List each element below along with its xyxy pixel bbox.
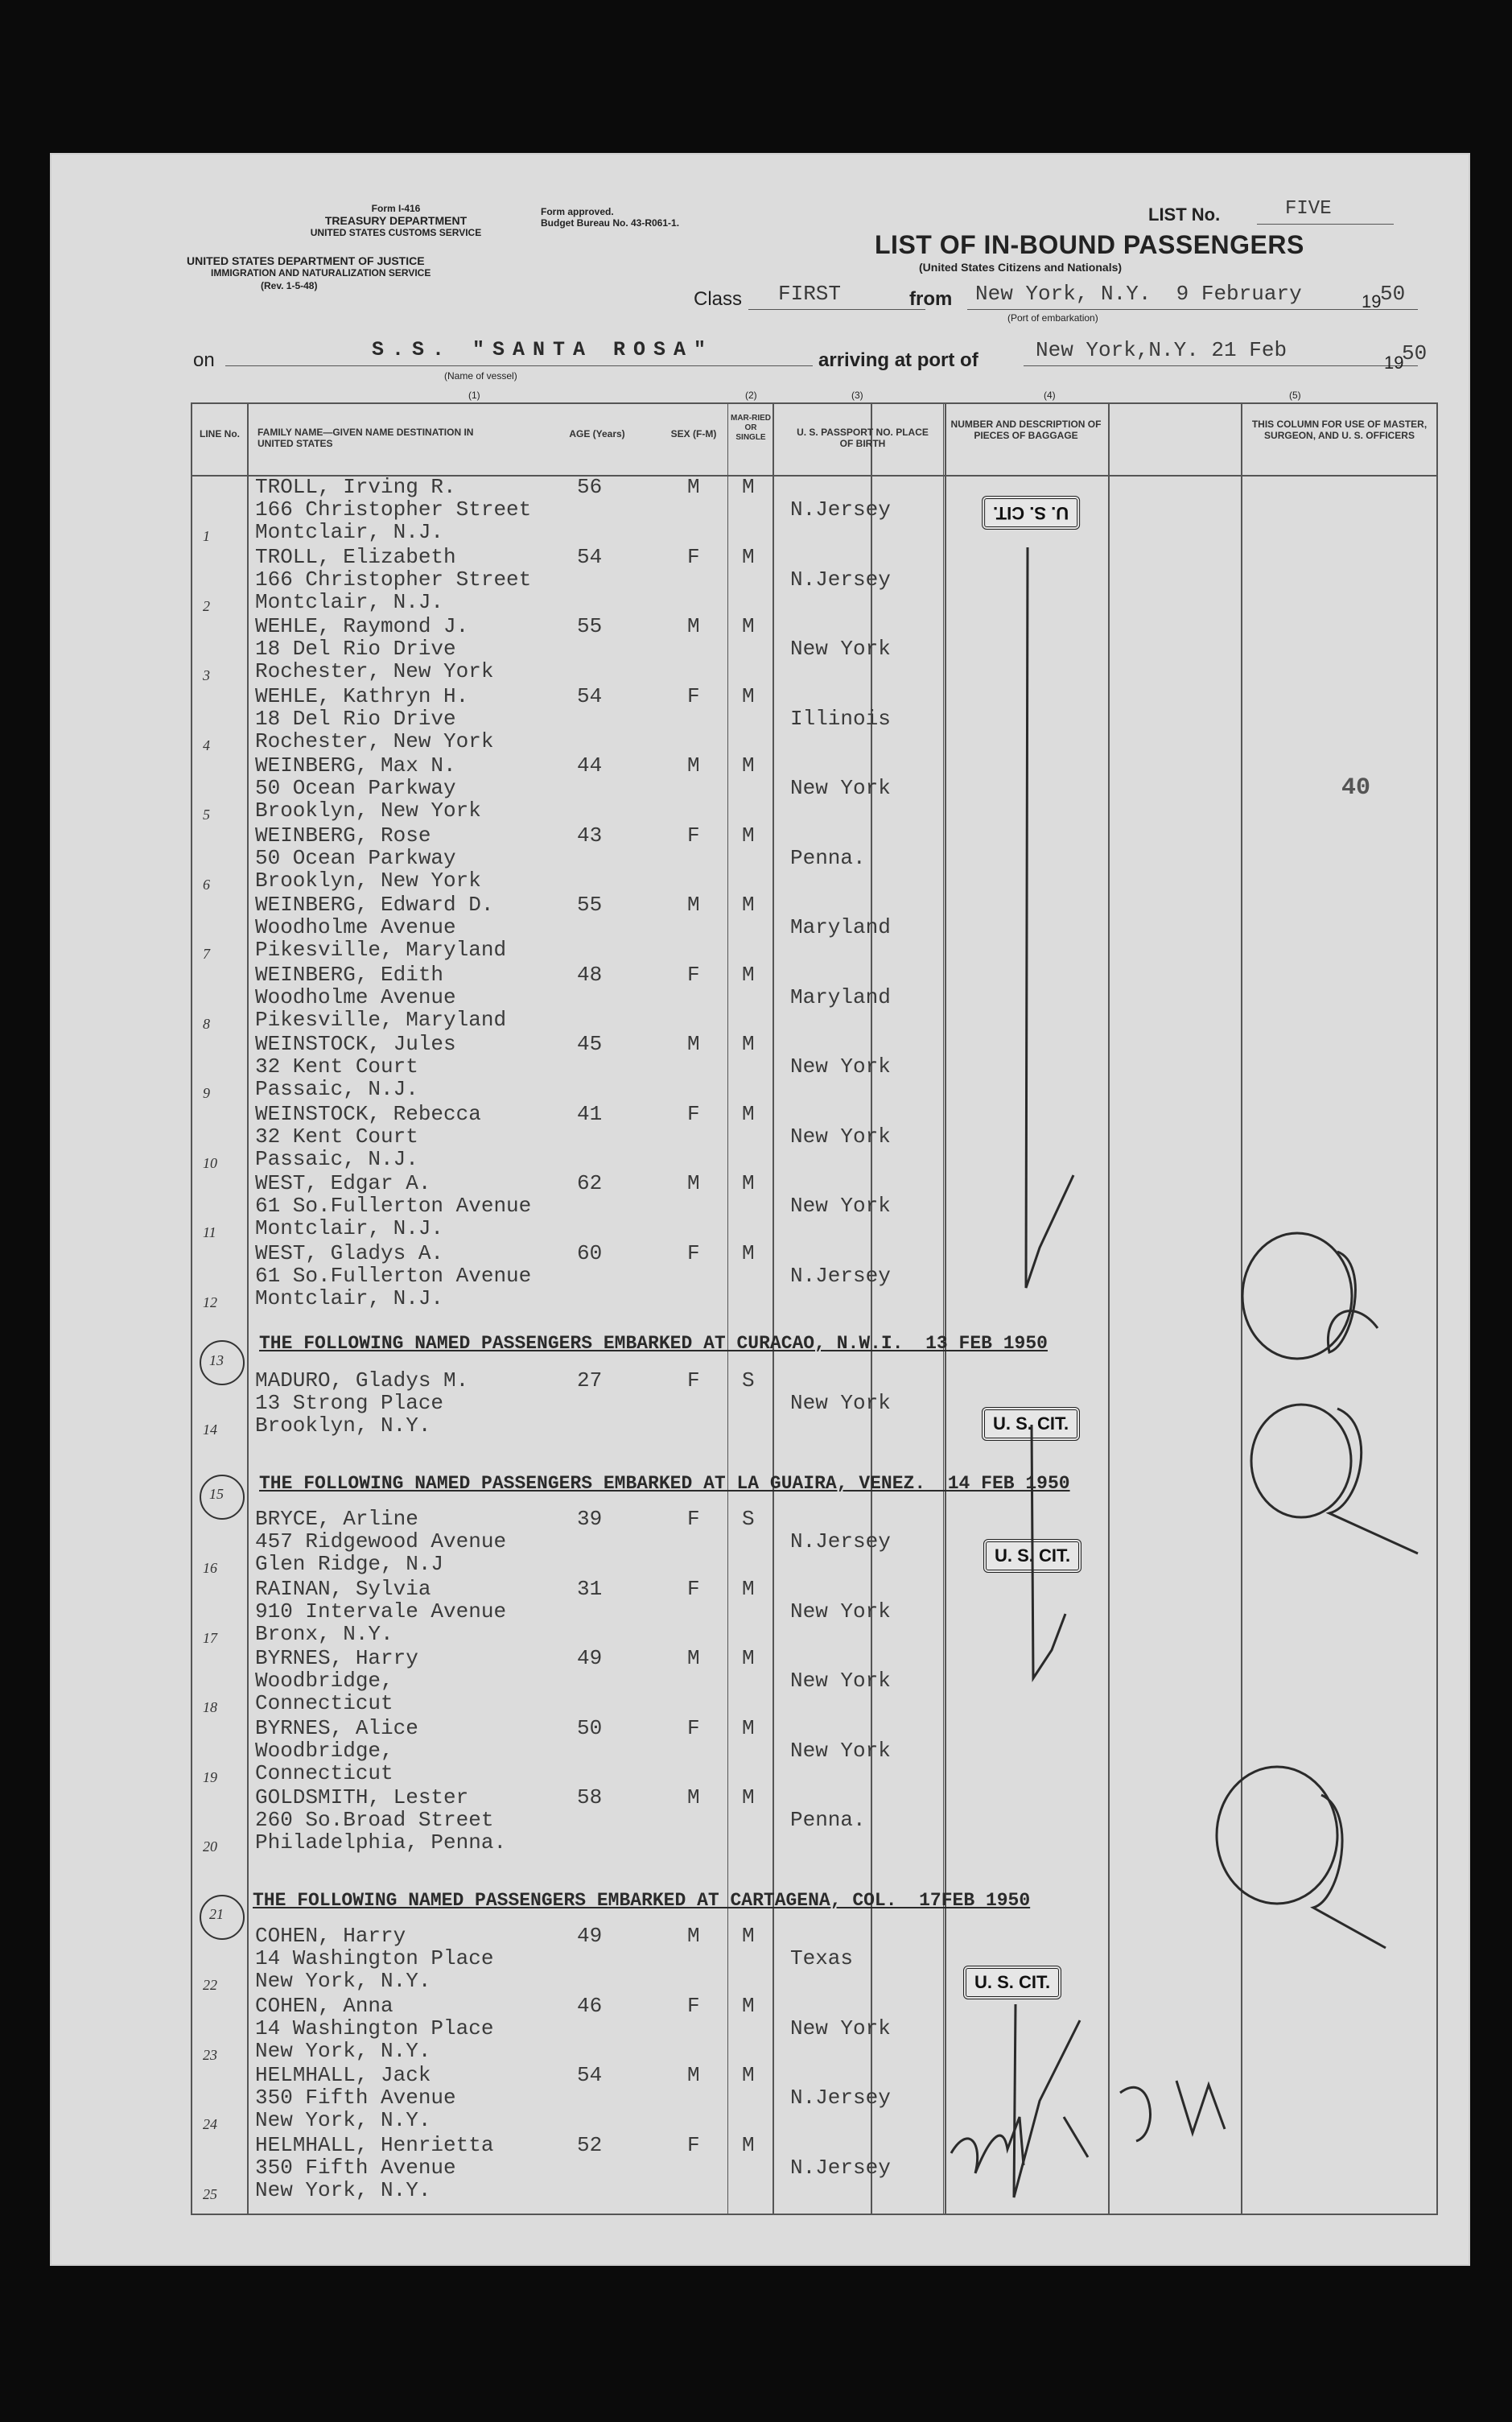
- passenger-age: 52: [577, 2132, 603, 2157]
- passenger-age: 58: [577, 1785, 603, 1809]
- passenger-birthplace: New York: [790, 776, 891, 800]
- passenger-14-addr1: 13 Strong Place: [255, 1391, 444, 1415]
- passenger-name: TROLL, Irving R.: [255, 475, 456, 499]
- passenger-city: Passaic, N.J.: [255, 1146, 418, 1171]
- year-prefix: 19: [1362, 291, 1382, 312]
- passenger-14-sex: F: [687, 1368, 700, 1393]
- passenger-city: Pikesville, Maryland: [255, 938, 507, 962]
- passenger-name: WEHLE, Raymond J.: [255, 614, 469, 638]
- passenger-age: 54: [577, 683, 603, 708]
- passenger-address: 14 Washington Place: [255, 2016, 494, 2040]
- budget-bureau: Budget Bureau No. 43-R061-1.: [541, 217, 680, 229]
- line-number: 8: [203, 1015, 210, 1032]
- justice-dept: UNITED STATES DEPARTMENT OF JUSTICE: [187, 254, 425, 267]
- passenger-marital-status: M: [742, 1576, 755, 1601]
- line-number-15: 15: [209, 1486, 224, 1502]
- passenger-age: 31: [577, 1576, 603, 1601]
- col-header-sex: SEX (F-M): [670, 428, 717, 439]
- us-citizen-stamp: U. S. CIT.: [963, 1966, 1061, 1999]
- passenger-city: Montclair, N.J.: [255, 1216, 444, 1240]
- passenger-birthplace: New York: [790, 1738, 891, 1763]
- passenger-name: WEINBERG, Rose: [255, 823, 431, 848]
- from-label: from: [909, 288, 953, 310]
- col-header-passport: U. S. PASSPORT NO. PLACE OF BIRTH: [797, 427, 929, 449]
- passenger-age: 43: [577, 823, 603, 848]
- passenger-name: TROLL, Elizabeth: [255, 544, 456, 569]
- passenger-age: 50: [577, 1715, 603, 1740]
- passenger-age: 60: [577, 1240, 603, 1265]
- form-number: Form I-416: [371, 203, 421, 214]
- revision: (Rev. 1-5-48): [261, 280, 318, 291]
- passenger-marital-status: M: [742, 1715, 755, 1740]
- passenger-marital-status: M: [742, 962, 755, 987]
- passenger-sex: M: [687, 1924, 700, 1948]
- passenger-age: 56: [577, 475, 603, 499]
- passenger-address: 260 So.Broad Street: [255, 1808, 494, 1832]
- passenger-birthplace: New York: [790, 1124, 891, 1149]
- col-num-5: (5): [1289, 390, 1301, 401]
- passenger-sex: M: [687, 1785, 700, 1809]
- col-num-1: (1): [468, 390, 480, 401]
- port-caption: (Port of embarkation): [1007, 312, 1098, 324]
- passenger-14-birth: New York: [790, 1391, 891, 1415]
- vessel-name: S.S. "SANTA ROSA": [372, 338, 715, 361]
- passenger-name: WEST, Gladys A.: [255, 1240, 444, 1265]
- passenger-address: Woodholme Avenue: [255, 915, 456, 939]
- passenger-address: 18 Del Rio Drive: [255, 706, 456, 731]
- passenger-14-name: MADURO, Gladys M.: [255, 1368, 469, 1393]
- passenger-address: 350 Fifth Avenue: [255, 2155, 456, 2180]
- passenger-address: 166 Christopher Street: [255, 567, 532, 592]
- passenger-address: Woodbridge,: [255, 1738, 393, 1763]
- passenger-sex: F: [687, 1101, 700, 1126]
- passenger-sex: M: [687, 475, 700, 499]
- passenger-age: 48: [577, 962, 603, 987]
- passenger-birthplace: N.Jersey: [790, 567, 891, 592]
- passenger-age: 62: [577, 1171, 603, 1195]
- page-subtitle: (United States Citizens and Nationals): [919, 261, 1123, 274]
- passenger-marital-status: S: [742, 1507, 755, 1531]
- passenger-sex: F: [687, 1240, 700, 1265]
- year-from: 50: [1380, 282, 1406, 306]
- passenger-age: 45: [577, 1032, 603, 1056]
- passenger-age: 39: [577, 1507, 603, 1531]
- passenger-14-ms: S: [742, 1368, 755, 1393]
- passenger-sex: M: [687, 893, 700, 917]
- form-approved: Form approved.: [541, 206, 614, 217]
- passenger-address: Woodholme Avenue: [255, 984, 456, 1009]
- treasury-dept: TREASURY DEPARTMENT: [324, 214, 468, 227]
- line-number-14: 14: [203, 1421, 217, 1438]
- passenger-marital-status: M: [742, 683, 755, 708]
- line-number: 17: [203, 1629, 217, 1646]
- col-num-2: (2): [745, 390, 757, 401]
- passenger-city: New York, N.Y.: [255, 1969, 431, 1993]
- passenger-sex: M: [687, 1646, 700, 1670]
- passenger-address: 910 Intervale Avenue: [255, 1599, 507, 1624]
- handwritten-marks: [50, 153, 1470, 2266]
- passenger-age: 54: [577, 544, 603, 569]
- passenger-city: Passaic, N.J.: [255, 1077, 418, 1101]
- ins-service: IMMIGRATION AND NATURALIZATION SERVICE: [211, 267, 431, 279]
- passenger-name: WEST, Edgar A.: [255, 1171, 431, 1195]
- passenger-marital-status: M: [742, 1171, 755, 1195]
- passenger-age: 49: [577, 1924, 603, 1948]
- passenger-birthplace: New York: [790, 1194, 891, 1218]
- line-number: 16: [203, 1560, 217, 1576]
- passenger-sex: F: [687, 823, 700, 848]
- passenger-city: New York, N.Y.: [255, 2177, 431, 2202]
- list-no-label: LIST No.: [1148, 204, 1221, 225]
- passenger-birthplace: N.Jersey: [790, 1263, 891, 1288]
- passenger-name: COHEN, Harry: [255, 1924, 406, 1948]
- passenger-marital-status: M: [742, 614, 755, 638]
- passenger-birthplace: N.Jersey: [790, 497, 891, 522]
- line-number: 9: [203, 1085, 210, 1101]
- passenger-age: 49: [577, 1646, 603, 1670]
- line-number: 6: [203, 876, 210, 893]
- line-number: 2: [203, 597, 210, 614]
- passenger-name: COHEN, Anna: [255, 1993, 393, 2018]
- line-number: 23: [203, 2046, 217, 2063]
- customs-service: UNITED STATES CUSTOMS SERVICE: [310, 227, 482, 238]
- passenger-marital-status: M: [742, 544, 755, 569]
- line-number: 24: [203, 2116, 217, 2132]
- passenger-address: 32 Kent Court: [255, 1054, 418, 1079]
- class-label: Class: [694, 288, 743, 310]
- passenger-sex: M: [687, 614, 700, 638]
- passenger-name: WEINBERG, Edward D.: [255, 893, 494, 917]
- passenger-birthplace: New York: [790, 637, 891, 661]
- passenger-name: GOLDSMITH, Lester: [255, 1785, 469, 1809]
- vessel-caption: (Name of vessel): [444, 370, 517, 382]
- section-cartagena: THE FOLLOWING NAMED PASSENGERS EMBARKED AT CARTAGENA, COL. 17FEB 1950: [253, 1890, 1031, 1911]
- passenger-sex: F: [687, 1715, 700, 1740]
- passenger-birthplace: Illinois: [790, 706, 891, 731]
- arriving-value: New York,N.Y. 21 Feb: [1036, 338, 1287, 362]
- line-number: 4: [203, 737, 210, 753]
- line-number: 22: [203, 1977, 217, 1993]
- passenger-name: RAINAN, Sylvia: [255, 1576, 431, 1601]
- us-citizen-stamp: U. S. CIT.: [982, 1407, 1080, 1441]
- passenger-city: Connecticut: [255, 1691, 393, 1715]
- line-number: 11: [203, 1224, 216, 1240]
- us-citizen-stamp: U. S. CIT.: [982, 496, 1080, 530]
- section-curacao: THE FOLLOWING NAMED PASSENGERS EMBARKED AT CURACAO, N.W.I. 13 FEB 1950: [259, 1333, 1048, 1354]
- passenger-birthplace: Penna.: [790, 845, 866, 870]
- passenger-marital-status: M: [742, 1993, 755, 2018]
- year-arrive: 50: [1402, 341, 1428, 365]
- passenger-name: BRYCE, Arline: [255, 1507, 418, 1531]
- passenger-name: HELMHALL, Jack: [255, 2063, 431, 2087]
- passenger-sex: M: [687, 1032, 700, 1056]
- passenger-age: 54: [577, 2063, 603, 2087]
- arriving-label: arriving at port of: [818, 349, 978, 371]
- passenger-sex: F: [687, 1993, 700, 2018]
- passenger-name: HELMHALL, Henrietta: [255, 2132, 494, 2157]
- passenger-birthplace: Maryland: [790, 984, 891, 1009]
- passenger-name: WEINSTOCK, Rebecca: [255, 1101, 481, 1126]
- passenger-birthplace: New York: [790, 1669, 891, 1693]
- passenger-marital-status: M: [742, 1032, 755, 1056]
- passenger-address: 18 Del Rio Drive: [255, 637, 456, 661]
- passenger-address: 457 Ridgewood Avenue: [255, 1529, 507, 1553]
- passenger-birthplace: N.Jersey: [790, 1529, 891, 1553]
- page-title: LIST OF IN-BOUND PASSENGERS: [875, 230, 1304, 259]
- section-la-guaira: THE FOLLOWING NAMED PASSENGERS EMBARKED AT LA GUAIRA, VENEZ. 14 FEB 1950: [259, 1473, 1070, 1494]
- passenger-marital-status: M: [742, 823, 755, 848]
- passenger-address: 350 Fifth Avenue: [255, 2086, 456, 2110]
- passenger-city: Rochester, New York: [255, 728, 494, 753]
- line-number: 12: [203, 1294, 217, 1310]
- passenger-name: BYRNES, Alice: [255, 1715, 418, 1740]
- passenger-marital-status: M: [742, 753, 755, 778]
- passenger-manifest-page: [50, 153, 1470, 2266]
- passenger-marital-status: M: [742, 2063, 755, 2087]
- col-header-married: MAR-RIED OR SINGLE: [731, 414, 771, 442]
- passenger-city: Montclair, N.J.: [255, 589, 444, 614]
- passenger-age: 55: [577, 893, 603, 917]
- passenger-city: New York, N.Y.: [255, 2108, 431, 2132]
- passenger-birthplace: New York: [790, 1599, 891, 1624]
- passenger-city: Montclair, N.J.: [255, 1285, 444, 1310]
- list-no-value: FIVE: [1285, 198, 1332, 220]
- passenger-city: Connecticut: [255, 1760, 393, 1785]
- line-number: 7: [203, 946, 210, 962]
- passenger-marital-status: M: [742, 2132, 755, 2157]
- passenger-address: 50 Ocean Parkway: [255, 845, 456, 870]
- passenger-marital-status: M: [742, 1240, 755, 1265]
- line-number: 19: [203, 1768, 217, 1785]
- passenger-sex: M: [687, 753, 700, 778]
- passenger-sex: F: [687, 1576, 700, 1601]
- passenger-city: Philadelphia, Penna.: [255, 1830, 507, 1855]
- passenger-marital-status: M: [742, 475, 755, 499]
- passenger-age: 55: [577, 614, 603, 638]
- col-header-line: LINE No.: [200, 428, 240, 439]
- from-value: New York, N.Y. 9 February: [975, 282, 1302, 306]
- passenger-address: 32 Kent Court: [255, 1124, 418, 1149]
- col-header-name: FAMILY NAME—GIVEN NAME DESTINATION IN UNITED STATES: [257, 427, 474, 449]
- col-num-3: (3): [851, 390, 863, 401]
- passenger-age: 41: [577, 1101, 603, 1126]
- passenger-age: 44: [577, 753, 603, 778]
- passenger-sex: F: [687, 544, 700, 569]
- passenger-14-age: 27: [577, 1368, 603, 1393]
- passenger-address: 50 Ocean Parkway: [255, 776, 456, 800]
- passenger-name: WEINSTOCK, Jules: [255, 1032, 456, 1056]
- line-number: 25: [203, 2185, 217, 2202]
- line-number-13: 13: [209, 1352, 224, 1368]
- passenger-marital-status: M: [742, 1785, 755, 1809]
- passenger-city: Montclair, N.J.: [255, 520, 444, 544]
- passenger-marital-status: M: [742, 1924, 755, 1948]
- line-number: 1: [203, 528, 210, 544]
- passenger-address: 166 Christopher Street: [255, 497, 532, 522]
- officer-count: 40: [1341, 774, 1371, 802]
- passenger-name: BYRNES, Harry: [255, 1646, 418, 1670]
- line-number: 10: [203, 1154, 217, 1171]
- passenger-city: Rochester, New York: [255, 659, 494, 683]
- passenger-birthplace: Maryland: [790, 915, 891, 939]
- passenger-birthplace: N.Jersey: [790, 2086, 891, 2110]
- passenger-name: WEHLE, Kathryn H.: [255, 683, 469, 708]
- passenger-marital-status: M: [742, 1646, 755, 1670]
- passenger-birthplace: New York: [790, 1054, 891, 1079]
- on-label: on: [193, 349, 215, 371]
- passenger-city: New York, N.Y.: [255, 2038, 431, 2063]
- col-header-age: AGE (Years): [569, 428, 625, 439]
- passenger-address: 61 So.Fullerton Avenue: [255, 1263, 532, 1288]
- passenger-address: 14 Washington Place: [255, 1946, 494, 1970]
- passenger-birthplace: N.Jersey: [790, 2155, 891, 2180]
- col-header-baggage: NUMBER AND DESCRIPTION OF PIECES OF BAGGAGE: [950, 419, 1102, 441]
- passenger-14-addr2: Brooklyn, N.Y.: [255, 1413, 431, 1438]
- col-num-4: (4): [1044, 390, 1056, 401]
- class-value: FIRST: [778, 282, 842, 306]
- line-number-21: 21: [209, 1906, 224, 1922]
- line-number: 20: [203, 1838, 217, 1855]
- line-number: 18: [203, 1699, 217, 1715]
- year-prefix-2: 19: [1384, 353, 1404, 373]
- passenger-sex: F: [687, 962, 700, 987]
- passenger-address: Woodbridge,: [255, 1669, 393, 1693]
- passenger-city: Bronx, N.Y.: [255, 1621, 393, 1646]
- passenger-sex: F: [687, 2132, 700, 2157]
- passenger-city: Glen Ridge, N.J: [255, 1552, 444, 1576]
- line-number: 3: [203, 667, 210, 683]
- passenger-name: WEINBERG, Max N.: [255, 753, 456, 778]
- passenger-sex: F: [687, 683, 700, 708]
- passenger-sex: M: [687, 1171, 700, 1195]
- passenger-marital-status: M: [742, 893, 755, 917]
- passenger-marital-status: M: [742, 1101, 755, 1126]
- passenger-city: Brooklyn, New York: [255, 798, 481, 823]
- passenger-birthplace: New York: [790, 2016, 891, 2040]
- passenger-birthplace: Texas: [790, 1946, 854, 1970]
- passenger-city: Brooklyn, New York: [255, 868, 481, 893]
- col-header-officers: THIS COLUMN FOR USE OF MASTER, SURGEON, AND U. S. OFFICERS: [1251, 419, 1428, 441]
- passenger-sex: M: [687, 2063, 700, 2087]
- passenger-sex: F: [687, 1507, 700, 1531]
- passenger-city: Pikesville, Maryland: [255, 1007, 507, 1032]
- line-number: 5: [203, 807, 210, 823]
- passenger-name: WEINBERG, Edith: [255, 962, 444, 987]
- passenger-age: 46: [577, 1993, 603, 2018]
- passenger-birthplace: Penna.: [790, 1808, 866, 1832]
- us-citizen-stamp: U. S. CIT.: [983, 1539, 1081, 1573]
- passenger-address: 61 So.Fullerton Avenue: [255, 1194, 532, 1218]
